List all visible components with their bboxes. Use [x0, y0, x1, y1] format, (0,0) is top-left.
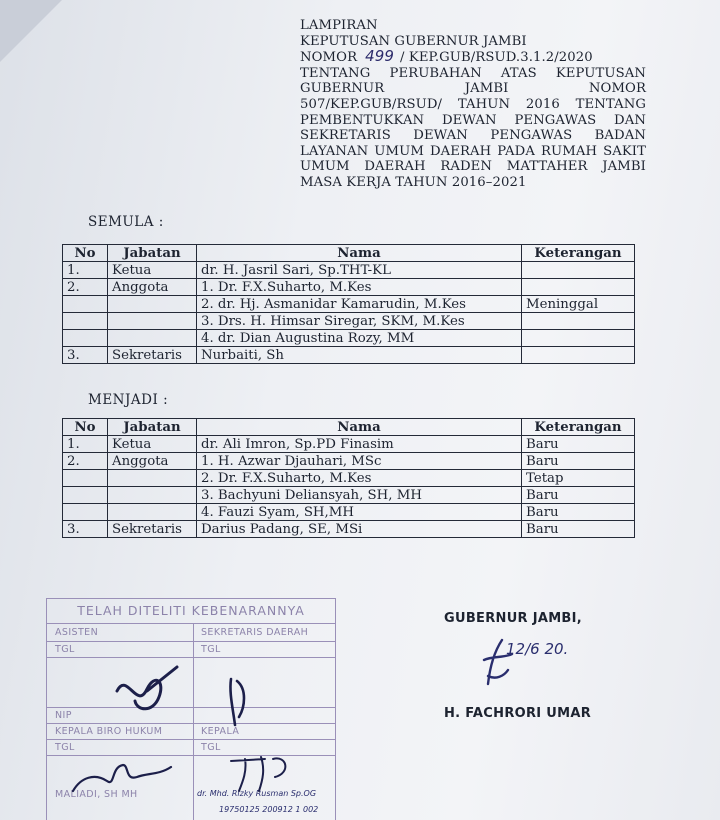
- semula-table: [62, 244, 635, 364]
- handwritten-signature-icon: [478, 636, 518, 692]
- stamp-tgl: TGL: [201, 742, 221, 753]
- header-nomor: [300, 49, 646, 66]
- stamp-asisten: ASISTEN: [55, 627, 99, 638]
- header-line: 507/KEP.GUB/RSUD/ TAHUN 2016 TENTANG: [300, 96, 646, 112]
- table-header-row: [63, 245, 635, 262]
- header-line: GUBERNUR JAMBI NOMOR: [300, 81, 646, 97]
- initial-signature-icon: [107, 661, 187, 717]
- cell-no: [63, 330, 108, 347]
- table-row: [63, 487, 635, 504]
- header-line: UMUM DAERAH RADEN MATTAHER JAMBI: [300, 159, 646, 175]
- column-header: Keterangan: [522, 245, 635, 262]
- cell-keterangan: Tetap: [522, 470, 635, 487]
- cell-jabatan: Ketua: [108, 436, 197, 453]
- table-row: [63, 279, 635, 296]
- cell-keterangan: Baru: [522, 504, 635, 521]
- stamp-rule: [47, 707, 335, 708]
- cell-nama: 4. Fauzi Syam, SH,MH: [197, 504, 522, 521]
- cell-no: 2.: [63, 453, 108, 470]
- menjadi-table: [62, 418, 635, 538]
- cell-keterangan: Baru: [522, 436, 635, 453]
- cell-no: 2.: [63, 279, 108, 296]
- folded-corner: [0, 0, 62, 62]
- stamp-rule: [47, 657, 335, 658]
- cell-jabatan: [108, 504, 197, 521]
- cell-jabatan: Sekretaris: [108, 521, 197, 538]
- cell-jabatan: Anggota: [108, 279, 197, 296]
- cell-nama: 1. Dr. F.X.Suharto, M.Kes: [197, 279, 522, 296]
- initial-signature-icon: [225, 751, 305, 795]
- cell-jabatan: [108, 330, 197, 347]
- stamp-rule: [47, 739, 335, 740]
- column-header: No: [63, 245, 108, 262]
- header-line: PEMBENTUKKAN DEWAN PENGAWAS DAN: [300, 112, 646, 128]
- stamp-divider: [193, 623, 194, 820]
- column-header: No: [63, 419, 108, 436]
- cell-nama: 3. Drs. H. Himsar Siregar, SKM, M.Kes: [197, 313, 522, 330]
- stamp-bottom-left: MALIADI, SH MH: [55, 789, 138, 800]
- cell-keterangan: [522, 313, 635, 330]
- header-line: TENTANG PERUBAHAN ATAS KEPUTUSAN: [300, 65, 646, 81]
- cell-jabatan: [108, 470, 197, 487]
- stamp-rule: [47, 723, 335, 724]
- cell-nama: 4. dr. Dian Augustina Rozy, MM: [197, 330, 522, 347]
- cell-nama: 3. Bachyuni Deliansyah, SH, MH: [197, 487, 522, 504]
- stamp-tgl: TGL: [201, 644, 221, 655]
- cell-no: [63, 504, 108, 521]
- table-row: [63, 313, 635, 330]
- stamp-title: TELAH DITELITI KEBENARANNYA: [47, 599, 335, 624]
- column-header: Jabatan: [108, 419, 197, 436]
- cell-keterangan: [522, 347, 635, 364]
- cell-no: [63, 313, 108, 330]
- cell-nama: 1. H. Azwar Djauhari, MSc: [197, 453, 522, 470]
- table-row: [63, 347, 635, 364]
- cell-keterangan: [522, 262, 635, 279]
- cell-no: [63, 296, 108, 313]
- cell-no: 3.: [63, 521, 108, 538]
- header-line: LAYANAN UMUM DAERAH PADA RUMAH SAKIT: [300, 143, 646, 159]
- table-row: [63, 504, 635, 521]
- cell-no: [63, 487, 108, 504]
- table-row: [63, 436, 635, 453]
- semula-label: SEMULA :: [88, 214, 164, 230]
- cell-keterangan: Baru: [522, 453, 635, 470]
- header-last-line: MASA KERJA TAHUN 2016–2021: [300, 174, 527, 190]
- signature-date: 12/6 20.: [506, 640, 569, 658]
- stamp-sekda: SEKRETARIS DAERAH: [201, 627, 309, 638]
- stamp-kepala-biro: KEPALA BIRO HUKUM: [55, 726, 163, 737]
- table-row: [63, 296, 635, 313]
- table-row: [63, 521, 635, 538]
- signature-title: GUBERNUR JAMBI,: [444, 611, 583, 626]
- column-header: Nama: [197, 245, 522, 262]
- column-header: Jabatan: [108, 245, 197, 262]
- cell-keterangan: Baru: [522, 521, 635, 538]
- header-line: SEKRETARIS DEWAN PENGAWAS BADAN: [300, 128, 646, 144]
- cell-nama: 2. dr. Hj. Asmanidar Kamarudin, M.Kes: [197, 296, 522, 313]
- cell-keterangan: Baru: [522, 487, 635, 504]
- menjadi-label: MENJADI :: [88, 392, 169, 408]
- cell-jabatan: [108, 487, 197, 504]
- cell-keterangan: Meninggal: [522, 296, 635, 313]
- cell-jabatan: Ketua: [108, 262, 197, 279]
- cell-nama: Nurbaiti, Sh: [197, 347, 522, 364]
- stamp-tgl: TGL: [55, 644, 75, 655]
- column-header: Nama: [197, 419, 522, 436]
- signatory-name: H. FACHRORI UMAR: [444, 706, 592, 721]
- decree-header: [300, 18, 646, 191]
- table-row: [63, 453, 635, 470]
- header-keputusan: KEPUTUSAN GUBERNUR JAMBI: [300, 33, 527, 49]
- stamp-nip: NIP: [55, 710, 72, 721]
- cell-jabatan: Anggota: [108, 453, 197, 470]
- nomor-label: NOMOR: [300, 50, 358, 66]
- cell-keterangan: [522, 279, 635, 296]
- cell-no: 3.: [63, 347, 108, 364]
- cell-nama: dr. Ali Imron, Sp.PD Finasim: [197, 436, 522, 453]
- cell-nama: 2. Dr. F.X.Suharto, M.Kes: [197, 470, 522, 487]
- stamp-tgl: TGL: [55, 742, 75, 753]
- header-lampiran: LAMPIRAN: [300, 18, 378, 33]
- nomor-rest: / KEP.GUB/RSUD.3.1.2/2020: [400, 50, 593, 66]
- table-row: [63, 330, 635, 347]
- stamp-rule: [47, 641, 335, 642]
- initial-signature-icon: [223, 673, 253, 733]
- cell-jabatan: [108, 296, 197, 313]
- cell-no: [63, 470, 108, 487]
- stamp-bottom-right-name: dr. Mhd. Rizky Rusman Sp.OG: [197, 789, 317, 798]
- table-header-row: [63, 419, 635, 436]
- cell-jabatan: [108, 313, 197, 330]
- stamp-kepala: KEPALA: [201, 726, 240, 737]
- cell-no: 1.: [63, 436, 108, 453]
- column-header: Keterangan: [522, 419, 635, 436]
- nomor-handwritten: 499: [365, 47, 395, 66]
- cell-keterangan: [522, 330, 635, 347]
- verification-stamp: [46, 598, 336, 820]
- table-row: [63, 262, 635, 279]
- cell-no: 1.: [63, 262, 108, 279]
- initial-signature-icon: [67, 755, 177, 799]
- stamp-bottom-right-nip: 19750125 200912 1 002: [219, 805, 319, 814]
- cell-nama: dr. H. Jasril Sari, Sp.THT-KL: [197, 262, 522, 279]
- cell-jabatan: Sekretaris: [108, 347, 197, 364]
- cell-nama: Darius Padang, SE, MSi: [197, 521, 522, 538]
- table-row: [63, 470, 635, 487]
